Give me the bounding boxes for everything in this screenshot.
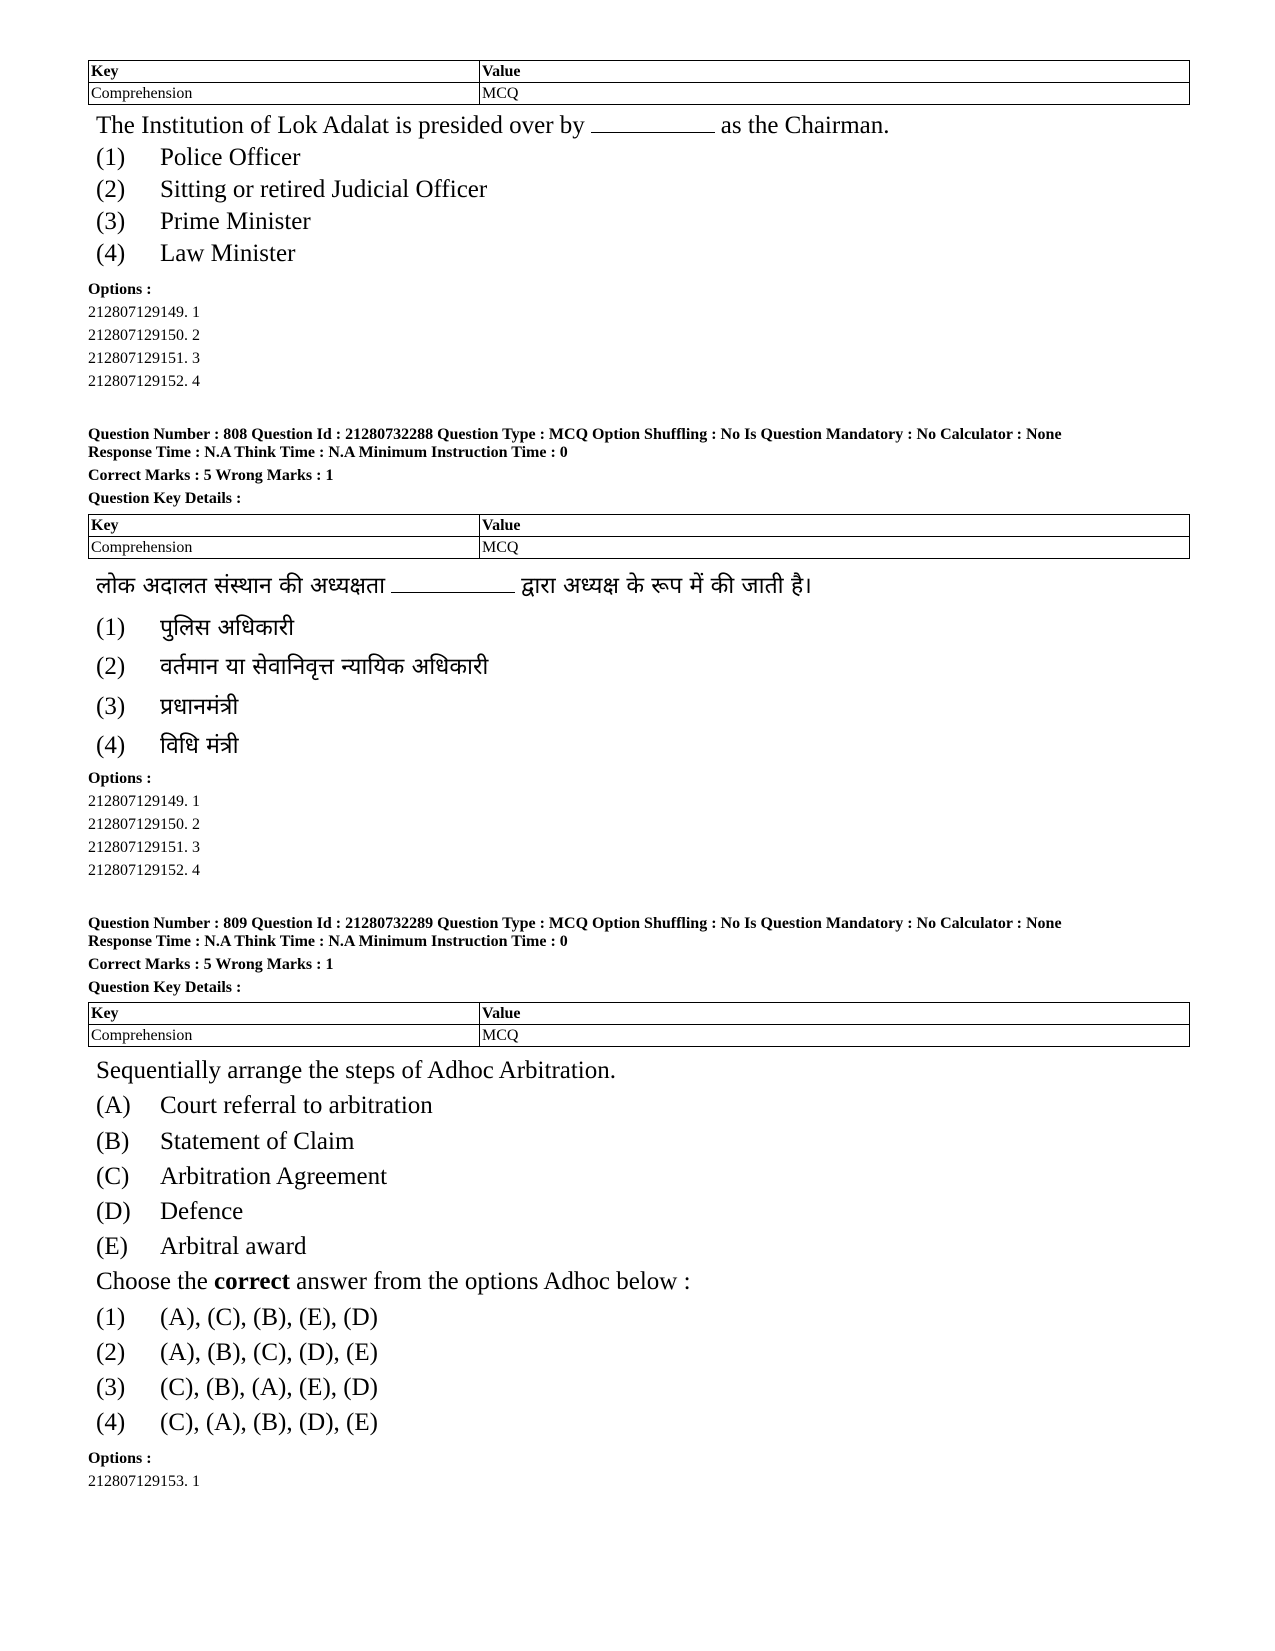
step-text: Court referral to arbitration [160, 1092, 433, 1119]
question-key-details-label: Question Key Details : [88, 979, 242, 996]
question-key-details-label: Question Key Details : [88, 490, 242, 507]
question-key-table [88, 514, 1190, 559]
option-id: 212807129151. 3 [88, 839, 200, 856]
table-cell-value: MCQ [480, 83, 1190, 105]
choice-number: (4) [96, 1409, 126, 1436]
table-cell-key: Comprehension [89, 1025, 480, 1047]
step-item [96, 1233, 306, 1261]
question-time-line: Response Time : N.A Think Time : N.A Minimum Instruction Time : 0 [88, 444, 568, 461]
blank-line [591, 112, 715, 133]
choice-text: (A), (B), (C), (D), (E) [160, 1339, 378, 1366]
step-item [96, 1092, 433, 1120]
question-text-after: द्वारा अध्यक्ष के रूप में की जाती है। [521, 573, 812, 599]
choice-text: (C), (A), (B), (D), (E) [160, 1409, 378, 1436]
step-letter: (E) [96, 1233, 128, 1260]
step-letter: (B) [96, 1128, 130, 1155]
table-header-row [89, 515, 1190, 537]
choice-item [96, 610, 294, 642]
instruction-before: Choose the [96, 1268, 208, 1295]
step-item [96, 1128, 354, 1156]
table-row [89, 537, 1190, 559]
options-label: Options : [88, 281, 152, 298]
step-item [96, 1163, 387, 1191]
choice-item [96, 1304, 378, 1332]
question-key-table [88, 1002, 1190, 1047]
table-cell-value: MCQ [480, 537, 1190, 559]
choice-number: (2) [96, 176, 126, 203]
question-marks: Correct Marks : 5 Wrong Marks : 1 [88, 467, 334, 484]
choice-text: Police Officer [160, 144, 301, 171]
table-cell-value: MCQ [480, 1025, 1190, 1047]
table-row [89, 83, 1190, 105]
choice-number: (2) [96, 1339, 126, 1366]
choice-item [96, 208, 311, 236]
question-text-before: The Institution of Lok Adalat is presided over by [96, 112, 585, 139]
table-cell-key: Comprehension [89, 83, 480, 105]
choice-text: वर्तमान या सेवानिवृत्त न्यायिक अधिकारी [160, 654, 489, 680]
question-text-after: as the Chairman. [720, 112, 890, 139]
table-header-key: Key [89, 61, 480, 83]
table-header-row [89, 61, 1190, 83]
question-marks: Correct Marks : 5 Wrong Marks : 1 [88, 956, 334, 973]
choice-item [96, 240, 295, 268]
option-id: 212807129150. 2 [88, 327, 200, 344]
options-label: Options : [88, 770, 152, 787]
table-header-value: Value [480, 61, 1190, 83]
choice-number: (1) [96, 1304, 126, 1331]
step-item [96, 1198, 243, 1226]
option-id: 212807129152. 4 [88, 373, 200, 390]
choice-text: (A), (C), (B), (E), (D) [160, 1304, 378, 1331]
table-header-value: Value [480, 1003, 1190, 1025]
options-label: Options : [88, 1450, 152, 1467]
step-text: Arbitral award [160, 1233, 307, 1260]
choice-number: (3) [96, 208, 126, 235]
table-header-row [89, 1003, 1190, 1025]
table-row [89, 1025, 1190, 1047]
option-id: 212807129153. 1 [88, 1473, 200, 1490]
choice-text: Prime Minister [160, 208, 311, 235]
choice-number: (1) [96, 614, 126, 641]
instruction-text [96, 1268, 691, 1296]
question-meta-line: Question Number : 808 Question Id : 21280732288 Question Type : MCQ Option Shuffling : No Is Question Mandatory : No Calculator : None [88, 426, 1062, 443]
choice-text: (C), (B), (A), (E), (D) [160, 1374, 378, 1401]
blank-line [391, 572, 515, 593]
question-meta-line: Question Number : 809 Question Id : 21280732289 Question Type : MCQ Option Shuffling : No Is Question Mandatory : No Calculator : None [88, 915, 1062, 932]
choice-text: Sitting or retired Judicial Officer [160, 176, 488, 203]
choice-item [96, 144, 300, 172]
option-id: 212807129152. 4 [88, 862, 200, 879]
option-id: 212807129149. 1 [88, 793, 200, 810]
table-cell-key: Comprehension [89, 537, 480, 559]
instruction-bold: correct [214, 1268, 290, 1295]
step-letter: (C) [96, 1163, 130, 1190]
choice-number: (3) [96, 1374, 126, 1401]
question-key-table [88, 60, 1190, 105]
question-time-line: Response Time : N.A Think Time : N.A Minimum Instruction Time : 0 [88, 933, 568, 950]
choice-item [96, 728, 239, 760]
table-header-key: Key [89, 1003, 480, 1025]
choice-text: पुलिस अधिकारी [160, 615, 295, 641]
step-letter: (D) [96, 1198, 131, 1225]
step-text: Statement of Claim [160, 1128, 355, 1155]
question-text [96, 568, 812, 600]
table-header-key: Key [89, 515, 480, 537]
choice-number: (2) [96, 653, 126, 680]
choice-item [96, 1339, 378, 1367]
question-text: Sequentially arrange the steps of Adhoc Arbitration. [96, 1057, 617, 1084]
choice-item [96, 1374, 378, 1402]
choice-item [96, 1409, 378, 1437]
question-text [96, 112, 890, 140]
choice-number: (4) [96, 240, 126, 267]
choice-number: (3) [96, 693, 126, 720]
choice-item [96, 649, 488, 681]
option-id: 212807129151. 3 [88, 350, 200, 367]
choice-number: (1) [96, 144, 126, 171]
option-id: 212807129150. 2 [88, 816, 200, 833]
choice-text: Law Minister [160, 240, 296, 267]
step-letter: (A) [96, 1092, 131, 1119]
table-header-value: Value [480, 515, 1190, 537]
choice-number: (4) [96, 732, 126, 759]
step-text: Arbitration Agreement [160, 1163, 388, 1190]
step-text: Defence [160, 1198, 244, 1225]
choice-item [96, 176, 487, 204]
choice-item [96, 689, 238, 721]
question-text-before: लोक अदालत संस्थान की अध्यक्षता [96, 573, 386, 599]
choice-text: विधि मंत्री [160, 733, 239, 759]
choice-text: प्रधानमंत्री [160, 694, 239, 720]
instruction-after: answer from the options Adhoc below : [296, 1268, 691, 1295]
option-id: 212807129149. 1 [88, 304, 200, 321]
